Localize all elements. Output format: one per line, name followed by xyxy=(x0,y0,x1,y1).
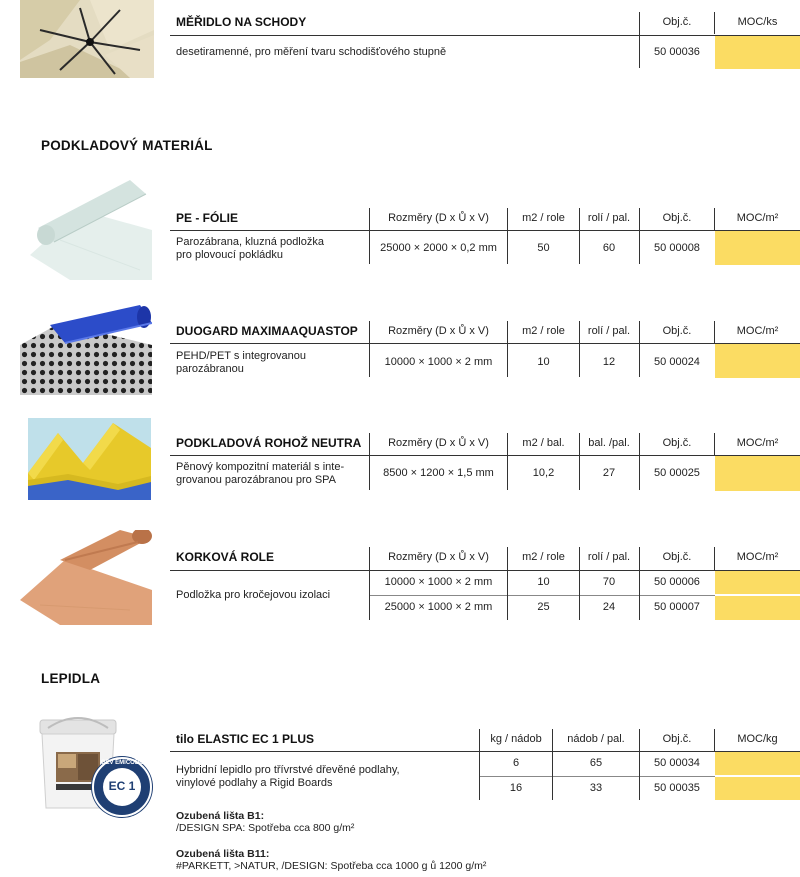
elastic-desc-line2: vinylové podlahy a Rigid Boards xyxy=(176,777,333,789)
col-m2-header: m2 / bal. xyxy=(522,437,565,449)
section-title-adhesives: LEPIDLA xyxy=(41,671,101,686)
divider xyxy=(480,776,715,777)
ec1-badge-ring-text: GEV EMICODE xyxy=(100,760,144,766)
stair-gauge-order-no: 50 00036 xyxy=(654,46,700,58)
cork-row2-m2: 25 xyxy=(537,601,550,613)
cork-row2-rolls: 24 xyxy=(602,601,616,613)
neutra-image xyxy=(28,418,151,500)
pe-folie-name: PE - FÓLIE xyxy=(176,211,239,225)
cork-row1-m2: 10 xyxy=(537,576,550,588)
pe-folie-image xyxy=(20,180,152,280)
col-order-header: Obj.č. xyxy=(662,551,692,563)
col-order-header: Obj.č. xyxy=(662,437,692,449)
col-m2-header: m2 / role xyxy=(522,325,565,337)
col-rolls-header: bal. /pal. xyxy=(588,437,630,449)
note-b11-text: #PARKETT, >NATUR, /DESIGN: Spotřeba cca 1000 g ů 1200 g/m² xyxy=(176,860,487,872)
neutra-dims: 8500 × 1200 × 1,5 mm xyxy=(383,467,494,479)
divider xyxy=(370,595,715,596)
divider xyxy=(714,321,715,343)
neutra-desc-line1: Pěnový kompozitní materiál s inte- xyxy=(176,461,345,473)
elastic-row1-kg: 6 xyxy=(512,757,520,769)
cork-row1-order-no: 50 00006 xyxy=(654,576,700,588)
price-cell[interactable] xyxy=(715,777,800,800)
elastic-row2-pal: 33 xyxy=(589,782,603,794)
divider xyxy=(170,343,800,344)
pe-folie-dims: 25000 × 2000 × 0,2 mm xyxy=(380,242,497,254)
ec1-badge-text: EC 1 xyxy=(108,779,136,793)
divider xyxy=(170,751,800,752)
divider xyxy=(639,12,640,68)
col-order-header: Obj.č. xyxy=(662,325,692,337)
stair-gauge-name: MĚŘIDLO NA SCHODY xyxy=(176,15,307,29)
pe-folie-rolls: 60 xyxy=(602,242,616,254)
cork-name: KORKOVÁ ROLE xyxy=(176,550,275,564)
cork-description: Podložka pro kročejovou izolaci xyxy=(176,589,331,601)
cork-row1-dims: 10000 × 1000 × 2 mm xyxy=(384,576,493,588)
duogard-rolls: 12 xyxy=(602,356,616,368)
col-m2-header: m2 / role xyxy=(522,212,565,224)
neutra-order-no: 50 00025 xyxy=(654,467,700,479)
col-rolls-header: rolí / pal. xyxy=(587,551,631,563)
duogard-name: DUOGARD MAXIMAAQUASTOP xyxy=(176,324,358,338)
col-pal-header: nádob / pal. xyxy=(567,733,625,745)
elastic-name: tilo ELASTIC EC 1 PLUS xyxy=(176,732,315,746)
col-order-header: Obj.č. xyxy=(662,212,692,224)
divider xyxy=(170,455,800,456)
neutra-rolls: 27 xyxy=(602,467,616,479)
duogard-desc-line2: parozábranou xyxy=(176,363,244,375)
pe-folie-desc-line1: Parozábrana, kluzná podložka xyxy=(176,236,324,248)
price-cell[interactable] xyxy=(715,752,800,775)
duogard-image xyxy=(20,305,152,395)
divider xyxy=(170,35,800,36)
divider xyxy=(639,433,640,490)
divider xyxy=(714,547,715,570)
col-m2-header: m2 / role xyxy=(522,551,565,563)
divider xyxy=(714,12,715,34)
elastic-row1-pal: 65 xyxy=(589,757,603,769)
col-price-header: MOC/m² xyxy=(736,551,779,563)
ec1-badge xyxy=(92,757,152,817)
divider xyxy=(714,208,715,230)
col-dims-header: Rozměry (D x Ů x V) xyxy=(388,437,489,449)
divider xyxy=(369,208,370,264)
cork-row2-dims: 25000 × 1000 × 2 mm xyxy=(384,601,493,613)
elastic-row2-order-no: 50 00035 xyxy=(654,782,700,794)
section-title-underlay: PODKLADOVÝ MATERIÁL xyxy=(41,138,213,153)
cork-image xyxy=(20,530,152,625)
divider xyxy=(507,208,508,264)
divider xyxy=(714,729,715,751)
cork-row1-rolls: 70 xyxy=(602,576,616,588)
divider xyxy=(579,433,580,490)
price-cell[interactable] xyxy=(715,596,800,620)
note-b11-title: Ozubená lišta B11: xyxy=(176,848,270,860)
pe-folie-desc-line2: pro plovoucí pokládku xyxy=(176,249,284,261)
price-cell[interactable] xyxy=(715,231,800,265)
pe-folie-m2: 50 xyxy=(537,242,550,254)
divider xyxy=(170,570,800,571)
elastic-desc-line1: Hybridní lepidlo pro třívrstvé dřevěné podlahy, xyxy=(176,764,400,776)
pe-folie-order-no: 50 00008 xyxy=(654,242,700,254)
stair-gauge-description: desetiramenné, pro měření tvaru schodišťového stupně xyxy=(176,46,447,58)
divider xyxy=(170,230,800,231)
divider xyxy=(639,208,640,264)
elastic-row2-kg: 16 xyxy=(509,782,523,794)
col-kg-header: kg / nádob xyxy=(490,733,542,745)
neutra-m2: 10,2 xyxy=(532,467,555,479)
col-price-header: MOC/kg xyxy=(737,733,778,745)
elastic-row1-order-no: 50 00034 xyxy=(654,757,700,769)
price-cell[interactable] xyxy=(715,344,800,378)
stair-gauge-image xyxy=(20,0,154,78)
price-cell[interactable] xyxy=(715,36,800,69)
col-rolls-header: rolí / pal. xyxy=(587,212,631,224)
cork-row2-order-no: 50 00007 xyxy=(654,601,700,613)
col-price-header: MOC/m² xyxy=(736,437,779,449)
col-order-header: Obj.č. xyxy=(662,16,692,28)
col-dims-header: Rozměry (D x Ů x V) xyxy=(388,325,489,337)
neutra-name: PODKLADOVÁ ROHOŽ NEUTRA xyxy=(176,436,362,450)
col-price-header: MOC/ks xyxy=(737,16,778,28)
duogard-order-no: 50 00024 xyxy=(654,356,700,368)
col-dims-header: Rozměry (D x Ů x V) xyxy=(388,551,489,563)
duogard-dims: 10000 × 1000 × 2 mm xyxy=(384,356,493,368)
divider xyxy=(714,433,715,455)
divider xyxy=(579,208,580,264)
col-order-header: Obj.č. xyxy=(662,733,692,745)
neutra-desc-line2: grovanou parozábranou pro SPA xyxy=(176,474,337,486)
col-rolls-header: rolí / pal. xyxy=(587,325,631,337)
price-cell[interactable] xyxy=(715,456,800,491)
note-b1-title: Ozubená lišta B1: xyxy=(176,810,265,822)
col-price-header: MOC/m² xyxy=(736,325,779,337)
note-b1-text: /DESIGN SPA: Spotřeba cca 800 g/m² xyxy=(176,822,355,834)
col-price-header: MOC/m² xyxy=(736,212,779,224)
price-cell[interactable] xyxy=(715,571,800,594)
divider xyxy=(507,433,508,490)
duogard-desc-line1: PEHD/PET s integrovanou xyxy=(176,350,307,362)
col-dims-header: Rozměry (D x Ů x V) xyxy=(388,212,489,224)
divider xyxy=(369,433,370,490)
duogard-m2: 10 xyxy=(537,356,550,368)
